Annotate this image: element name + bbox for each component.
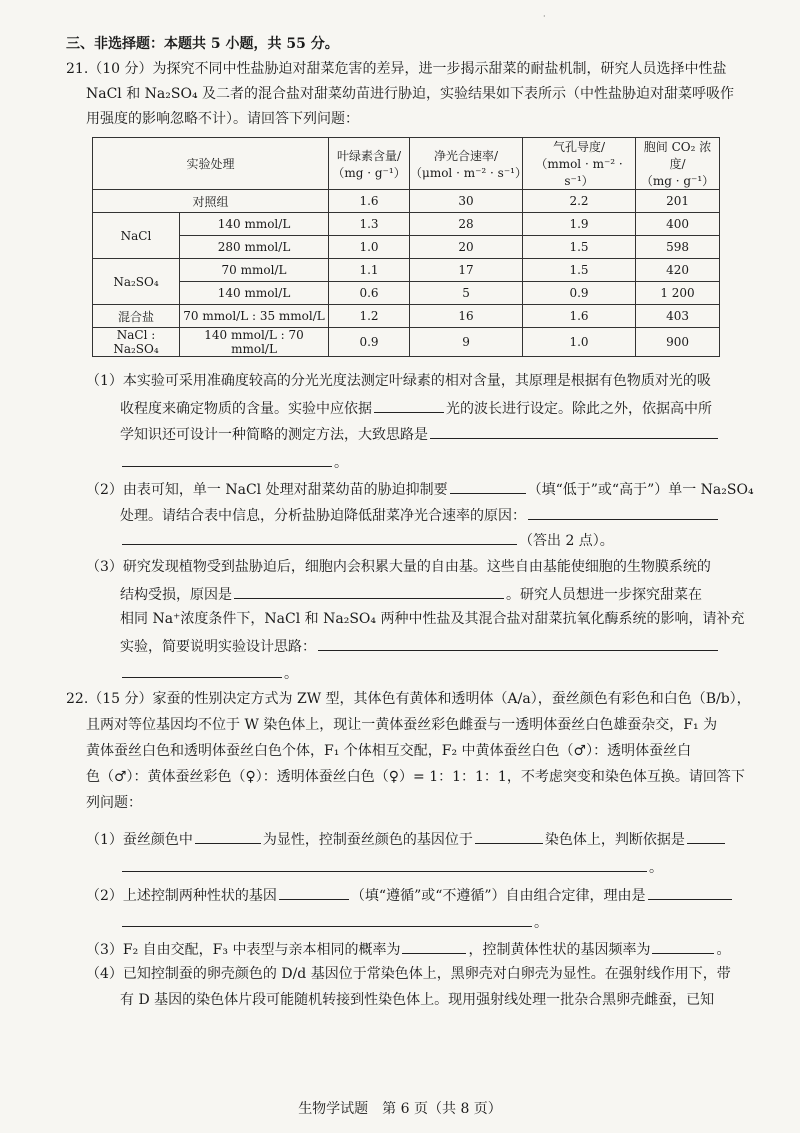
q21-intro-line-1: 21.（10 分）为探究不同中性盐胁迫对甜菜危害的差异，进一步揭示甜菜的耐盐机制，研究人员选择中性盐 [66,61,727,77]
answer-blank[interactable] [122,529,517,545]
q21-part3-line-4: 实验，简要说明实验设计思路： [120,635,726,657]
table-row: NaCl 140 mmol/L 1.3 28 1.9 400 [93,213,720,236]
q22-part1-line-1: （1）蚕丝颜色中 为显性，控制蚕丝颜色的基因位于 染色体上，判断依据是 [86,828,726,850]
answer-blank[interactable] [475,828,543,844]
section-header: 三、非选择题：本题共 5 小题，共 55 分。 [66,36,339,52]
q22-part4-line-2: 有 D 基因的染色体片段可能随机转接到性染色体上。现用强射线处理一批杂合黑卵壳雌蚕，已知 [120,992,715,1008]
group-na2so4: Na₂SO₄ [93,259,180,305]
answer-blank[interactable] [687,828,725,844]
answer-blank[interactable] [374,397,444,413]
q21-part1-line-3: 学知识还可设计一种简略的测定方法，大致思路是 [120,423,726,445]
table-header-row [93,138,720,190]
answer-blank[interactable] [450,478,526,494]
experiment-data-table [92,137,720,357]
q21-part1-line-1: （1）本实验可采用准确度较高的分光光度法测定叶绿素的相对含量，其原理是根据有色物质对光的吸 [86,373,711,389]
table-row: 280 mmol/L 1.0 20 1.5 598 [93,236,720,259]
q22-part2-line-1: （2）上述控制两种性状的基因 （填“遵循”或“不遵循”）自由组合定律，理由是 [86,884,726,906]
answer-blank[interactable] [122,911,532,927]
scan-mark: · [543,12,546,21]
q21-part2-line-2: 处理。请结合表中信息，分析盐胁迫降低甜菜净光合速率的原因： [120,504,726,526]
answer-blank[interactable] [430,423,718,439]
group-mix-label: 混合盐 [93,305,180,328]
table-row-control: 对照组 1.6 30 2.2 201 [93,190,720,213]
header-treatment: 实验处理 [93,138,329,190]
q21-intro-line-2: NaCl 和 Na₂SO₄ 及二者的混合盐对甜菜幼苗进行胁迫，实验结果如下表所示（中性盐胁迫对甜菜呼吸作 [86,86,735,102]
answer-blank[interactable] [279,884,349,900]
header-stomatal-conductance: 气孔导度/ （mmol · m⁻² · s⁻¹） [523,138,636,190]
q21-intro-line-3: 用强度的影响忽略不计）。请回答下列问题： [86,111,359,127]
q21-part1-line-2: 收程度来确定物质的含量。实验中应依据 光的波长进行设定。除此之外，依据高中所 [120,397,726,419]
answer-blank[interactable] [122,662,282,678]
q22-intro-line-5: 列问题： [86,795,142,811]
answer-blank[interactable] [318,635,718,651]
q22-intro-line-3: 黄体蚕丝白色和透明体蚕丝白色个体，F₁ 个体相互交配，F₂ 中黄体蚕丝白色（♂）：透明体蚕丝白 [86,743,692,759]
table-row: Na₂SO₄ 70 mmol/L 1.1 17 1.5 420 [93,259,720,282]
header-chlorophyll: 叶绿素含量/ （mg · g⁻¹） [329,138,410,190]
q21-part1-line-4: 。 [120,451,726,473]
answer-blank[interactable] [528,504,718,520]
q21-part3-line-3: 相同 Na⁺浓度条件下，NaCl 和 Na₂SO₄ 两种中性盐及其混合盐对甜菜抗氧化酶系统的影响，请补充 [120,611,745,627]
answer-blank[interactable] [195,828,261,844]
header-intercellular-co2: 胞间 CO₂ 浓度/ （mg · g⁻¹） [636,138,720,190]
answer-blank[interactable] [122,856,647,872]
table-row: 混合盐 70 mmol/L : 35 mmol/L 1.2 16 1.6 403 [93,305,720,328]
group-nacl: NaCl [93,213,180,259]
q22-part2-line-2: 。 [120,911,726,933]
answer-blank[interactable] [652,938,714,954]
q22-part1-line-2: 。 [120,856,726,878]
q21-part2-line-3: （答出 2 点）。 [120,529,726,551]
page-footer: 生物学试题 第 6 页（共 8 页） [298,1101,502,1117]
q22-intro-line-4: 色（♂）：黄体蚕丝彩色（♀）：透明体蚕丝白色（♀）= 1：1：1：1，不考虑突变和染色体互换。请回答下 [86,769,745,785]
answer-blank[interactable] [402,938,466,954]
q22-part3-line-1: （3）F₂ 自由交配，F₃ 中表型与亲本相同的概率为 ，控制黄体性状的基因频率为 。 [86,938,726,960]
answer-blank[interactable] [122,451,332,467]
answer-blank[interactable] [648,884,732,900]
q22-intro-line-1: 22.（15 分）家蚕的性别决定方式为 ZW 型，其体色有黄体和透明体（A/a），蚕丝颜色有彩色和白色（B/b）， [66,691,751,707]
table-row: NaCl : Na₂SO₄ 140 mmol/L : 70 mmol/L 0.9 9 1.0 900 [93,328,720,357]
q21-part3-line-1: （3）研究发现植物受到盐胁迫后，细胞内会积累大量的自由基。这些自由基能使细胞的生物膜系统的 [86,559,711,575]
q21-part3-line-5: 。 [120,662,726,684]
q22-part4-line-1: （4）已知控制蚕的卵壳颜色的 D/d 基因位于常染色体上，黑卵壳对白卵壳为显性。在强射线作用下，带 [86,966,731,982]
q22-intro-line-2: 且两对等位基因均不位于 W 染色体上，现让一黄体蚕丝彩色雌蚕与一透明体蚕丝白色雄蚕杂交，F₁ 为 [86,717,718,733]
answer-blank[interactable] [234,583,504,599]
q21-part3-line-2: 结构受损，原因是 。研究人员想进一步探究甜菜在 [120,583,726,605]
q21-part2-line-1: （2）由表可知，单一 NaCl 处理对甜菜幼苗的胁迫抑制要 （填“低于”或“高于”）单一 Na₂SO₄ [86,478,726,500]
group-mix-ratio: NaCl : Na₂SO₄ [93,328,180,357]
table-row: 140 mmol/L 0.6 5 0.9 1 200 [93,282,720,305]
header-net-photosynthesis: 净光合速率/ （μmol · m⁻² · s⁻¹） [410,138,523,190]
